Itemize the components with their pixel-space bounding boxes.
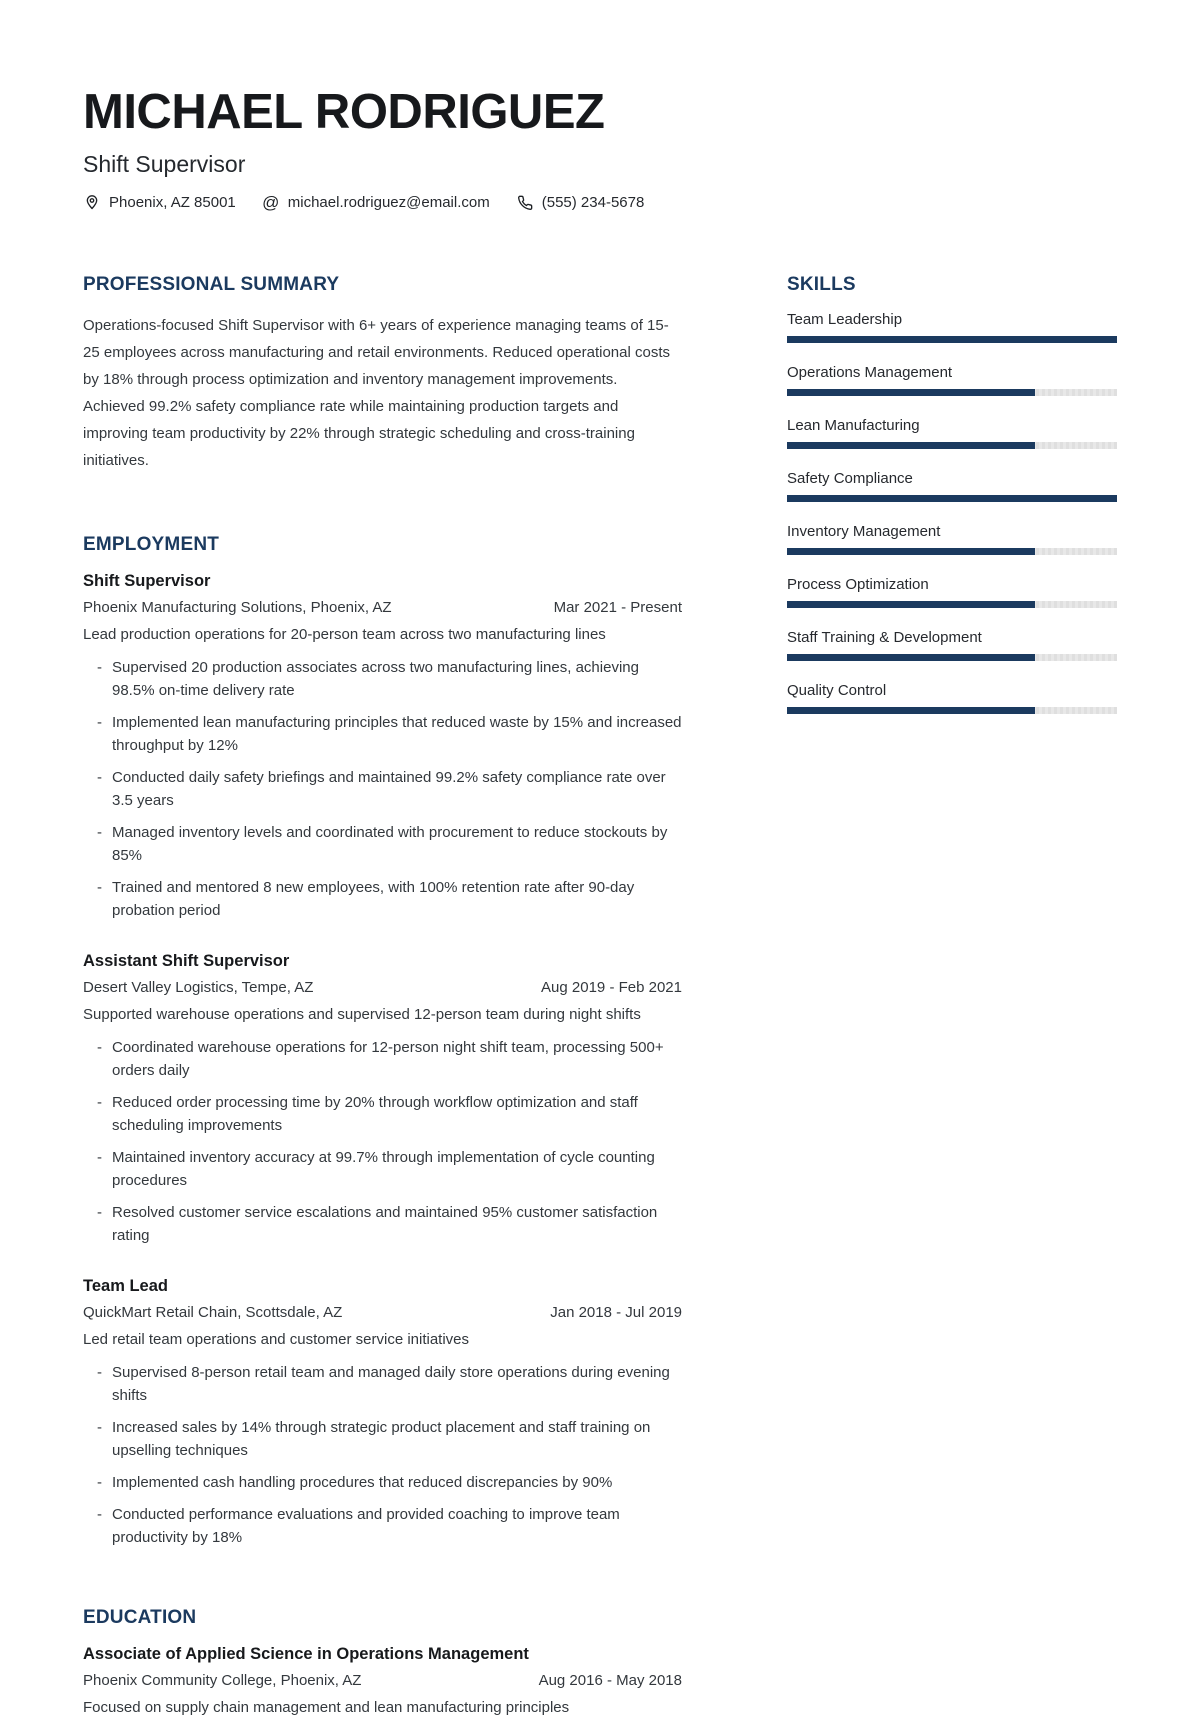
skills-list (787, 311, 1117, 714)
job-bullet: - Coordinated warehouse operations for 12-person night shift team, processing 500+ orders daily (83, 1036, 682, 1082)
skill-label: Inventory Management (787, 522, 941, 540)
job-bullet: - Trained and mentored 8 new employees, with 100% retention rate after 90-day probation period (83, 876, 682, 922)
job-company: QuickMart Retail Chain, Scottsdale, AZ (83, 1303, 343, 1321)
skill-item (787, 682, 1117, 714)
education-section (83, 1607, 682, 1719)
job-bullet: - Conducted daily safety briefings and maintained 99.2% safety compliance rate over 3.5 years (83, 766, 682, 812)
skill-label: Process Optimization (787, 575, 929, 593)
sidebar-column (787, 274, 1117, 714)
job-bullets (83, 1361, 682, 1549)
education-degree: Associate of Applied Science in Operations Management (83, 1644, 529, 1663)
employment-section-heading: EMPLOYMENT (83, 533, 220, 555)
job-entry-title: Team Lead (83, 1276, 168, 1295)
education-meta-row (83, 1672, 682, 1689)
skill-item (787, 470, 1117, 502)
job-entry-title: Assistant Shift Supervisor (83, 951, 290, 970)
skill-bar-fill (787, 601, 1035, 608)
skill-bar-track (787, 336, 1117, 343)
job-list (83, 572, 682, 1549)
job-bullet: - Conducted performance evaluations and provided coaching to improve team productivity by 18% (83, 1503, 682, 1549)
job-entry-title: Shift Supervisor (83, 571, 211, 590)
skill-label: Staff Training & Development (787, 628, 982, 646)
skill-bar-track (787, 548, 1117, 555)
job-dates: Aug 2019 - Feb 2021 (541, 978, 682, 996)
contact-phone-text: (555) 234-5678 (541, 194, 645, 212)
job-bullet: - Implemented lean manufacturing principles that reduced waste by 15% and increased throughput by 12% (83, 711, 682, 757)
location-icon (83, 194, 101, 212)
skill-bar-track (787, 654, 1117, 661)
summary-section-heading: PROFESSIONAL SUMMARY (83, 273, 340, 295)
skill-item (787, 629, 1117, 661)
person-name: MICHAEL RODRIGUEZ (83, 85, 605, 139)
job-bullet: - Increased sales by 14% through strategic product placement and staff training on upselling techniques (83, 1416, 682, 1462)
contact-email (262, 194, 490, 212)
skill-bar-track (787, 442, 1117, 449)
contact-location-text: Phoenix, AZ 85001 (109, 194, 236, 212)
job-summary: Led retail team operations and customer service initiatives (83, 1330, 470, 1348)
job-summary: Lead production operations for 20-person team across two manufacturing lines (83, 625, 606, 643)
job-bullets (83, 656, 682, 922)
skill-bar-fill (787, 495, 1117, 502)
skill-item (787, 311, 1117, 343)
skills-section (787, 274, 1117, 714)
job-dates: Jan 2018 - Jul 2019 (550, 1303, 682, 1321)
skill-item (787, 364, 1117, 396)
skill-bar-fill (787, 336, 1117, 343)
summary-text: Operations-focused Shift Supervisor with 6+ years of experience managing teams of 15-25 employees across manufacturing and retail environments. Reduced operational costs by 18% through process optimization and inventory management improvements. Achieved 99.2% safety compliance rate while maintaining production targets and improving team productivity by 22% through strategic scheduling and cross-training initiatives. (83, 316, 670, 469)
job-summary: Supported warehouse operations and supervised 12-person team during night shifts (83, 1005, 641, 1023)
job-dates: Mar 2021 - Present (553, 598, 682, 616)
education-description: Focused on supply chain management and lean manufacturing principles (83, 1698, 570, 1716)
job-entry (83, 952, 682, 1247)
person-job-title: Shift Supervisor (83, 150, 246, 177)
employment-section (83, 534, 682, 1549)
skill-bar-track (787, 389, 1117, 396)
skill-item (787, 417, 1117, 449)
skills-section-heading: SKILLS (787, 273, 856, 295)
contact-email-text: michael.rodriguez@email.com (287, 194, 490, 212)
education-dates: Aug 2016 - May 2018 (538, 1671, 682, 1689)
resume-header (83, 85, 1117, 213)
skill-bar-fill (787, 389, 1035, 396)
skill-label: Quality Control (787, 681, 887, 699)
job-bullet: - Supervised 8-person retail team and managed daily store operations during evening shifts (83, 1361, 682, 1407)
main-column (83, 274, 682, 1719)
job-bullet: - Resolved customer service escalations and maintained 95% customer satisfaction rating (83, 1201, 682, 1247)
job-company: Desert Valley Logistics, Tempe, AZ (83, 978, 314, 996)
skill-item (787, 523, 1117, 555)
contact-location (83, 194, 236, 212)
content-columns (83, 274, 1117, 1719)
contact-phone (516, 194, 645, 212)
skill-bar-fill (787, 654, 1035, 661)
skill-item (787, 576, 1117, 608)
skill-bar-fill (787, 442, 1035, 449)
skill-bar-fill (787, 707, 1035, 714)
job-entry (83, 572, 682, 922)
job-company: Phoenix Manufacturing Solutions, Phoenix, AZ (83, 598, 392, 616)
job-bullet: - Maintained inventory accuracy at 99.7% through implementation of cycle counting procedures (83, 1146, 682, 1192)
job-bullet: - Supervised 20 production associates across two manufacturing lines, achieving 98.5% on-time delivery rate (83, 656, 682, 702)
contact-row (83, 194, 1117, 212)
education-school: Phoenix Community College, Phoenix, AZ (83, 1671, 362, 1689)
skill-label: Operations Management (787, 363, 953, 381)
professional-summary-section (83, 274, 682, 474)
email-icon: @ (262, 193, 280, 213)
skill-label: Lean Manufacturing (787, 416, 920, 434)
job-entry (83, 1277, 682, 1549)
skill-bar-track (787, 707, 1117, 714)
skill-bar-track (787, 601, 1117, 608)
skill-label: Team Leadership (787, 310, 903, 328)
job-bullets (83, 1036, 682, 1247)
job-meta-row (83, 979, 682, 996)
job-bullet: - Implemented cash handling procedures that reduced discrepancies by 90% (83, 1471, 682, 1494)
job-meta-row (83, 1304, 682, 1321)
job-meta-row (83, 599, 682, 616)
job-bullet: - Reduced order processing time by 20% through workflow optimization and staff scheduling improvements (83, 1091, 682, 1137)
skill-bar-fill (787, 548, 1035, 555)
education-section-heading: EDUCATION (83, 1606, 197, 1628)
skill-label: Safety Compliance (787, 469, 913, 487)
skill-bar-track (787, 495, 1117, 502)
phone-icon (516, 194, 534, 212)
job-bullet: - Managed inventory levels and coordinated with procurement to reduce stockouts by 85% (83, 821, 682, 867)
